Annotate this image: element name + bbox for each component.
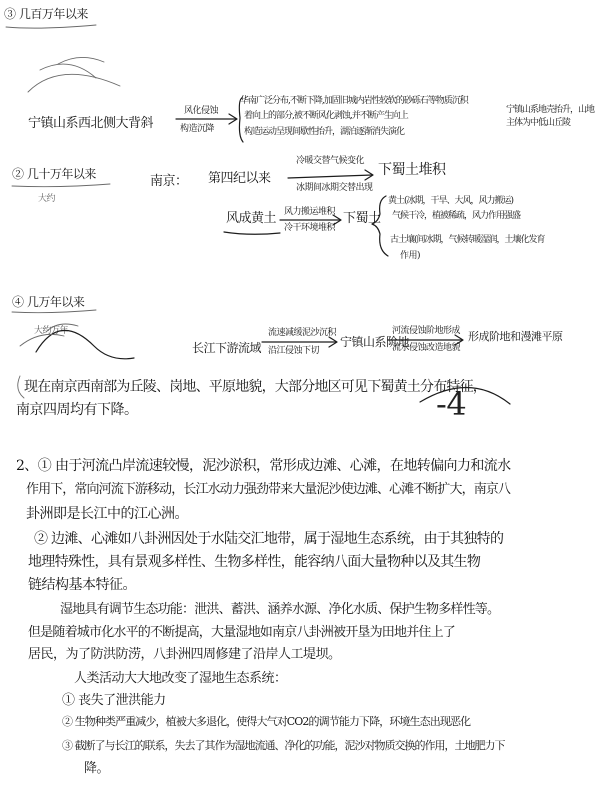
location-ningzhen-syncline: 宁镇山系西北侧大背斜 — [28, 116, 154, 131]
eolian-loess: 风成黄土 — [226, 211, 277, 226]
q2-b-line-1: ② 边滩、心滩如八卦洲因处于水陆交汇地带，属于湿地生态系统，由于其独特的 — [34, 531, 504, 547]
heading-2-underline — [12, 184, 110, 187]
scribble-note: 大约 — [38, 194, 56, 204]
wind-transport: 风力搬运堆积 — [284, 207, 336, 217]
brace-types — [372, 196, 388, 256]
heading-4-underline — [12, 310, 96, 313]
corner-note: 大约万年 — [34, 326, 69, 336]
period-quaternary: 第四纪以来 — [208, 171, 271, 186]
q2-e-line-3: ③ 截断了与长江的联系，失去了其作为湿地流通、净化的功能，泥沙对物质交换的作用，土地肥力下 — [62, 739, 505, 752]
q2-b-line-2: 地理特殊性，具有景观多样性、生物多样性，能容纳八面大量物种以及其生物 — [28, 554, 481, 570]
terrace-hills: 宁镇山系阶地 — [340, 335, 410, 349]
q2-e-line-4: 降。 — [84, 761, 110, 776]
q2-a-line-3: 卦洲即是长江中的江心洲。 — [26, 506, 188, 522]
cold-dry-deposit: 冷干环境堆积 — [284, 223, 336, 233]
summary-line-2: 南京四周均有下降。 — [16, 402, 138, 418]
result-side-note: 宁镇山系地壳抬升，山地主体为中低山丘陵 — [506, 105, 595, 128]
glacial-interglacial: 冰期间冰期交替出现 — [296, 183, 373, 193]
q2-e-line-2: ② 生物种类严重减少，植被大多退化，使得大气对CO2的调节能力下降，环境生态出现恶化 — [62, 715, 471, 728]
terrace-floodplain: 形成阶地和漫滩平原 — [468, 330, 563, 343]
heading-underline — [6, 25, 96, 28]
arrow-shaft-quaternary — [288, 175, 372, 178]
climate-alternation: 冷暖交替气候变化 — [296, 156, 365, 166]
terrace-formation: 河流侵蚀阶地形成 — [392, 326, 461, 336]
type-paleosol-1: 古土壤(间冰期，气候转暖湿润，土壤化发育 — [390, 235, 545, 245]
loess-underline — [224, 232, 280, 234]
score-sweep — [420, 387, 510, 404]
process-weathering: 风化侵蚀 — [184, 106, 219, 116]
sketch-curve-2 — [28, 74, 120, 92]
flow-slow-deposit: 流速减缓泥沙沉积 — [268, 328, 337, 338]
result-line-2: 着向上的部分,被不断风化剥蚀,并不断产生向上 — [244, 111, 408, 121]
q2-c-line-3: 居民，为了防洪防涝，八卦洲四周修建了沿岸人工堤坝。 — [28, 647, 341, 662]
q2-a-line-1: 2、① 由于河流凸岸流速较慢，泥沙淤积，常形成边滩、心滩，在地转偏向力和流水 — [16, 458, 511, 474]
xiashu-soil: 下蜀土 — [343, 211, 381, 226]
xiashu-loess-deposit: 下蜀土堆积 — [378, 162, 446, 178]
brace-sec1 — [239, 98, 243, 142]
q2-d-line-1: 人类活动大大地改变了湿地生态系统： — [74, 671, 287, 686]
summary-line-1: 现在南京西南部为丘陵、岗地、平原地貌，大部分地区可见下蜀黄土分布特征， — [24, 379, 486, 395]
q2-c-line-1: 湿地具有调节生态功能：泄洪、蓄洪、涵养水源、净化水质、保护生物多样性等。 — [60, 602, 500, 617]
flow-incision: 沿江侵蚀下切 — [268, 346, 320, 356]
erosion-reshaping: 流水侵蚀改造地貌 — [392, 343, 461, 353]
process-subsidence: 构造沉降 — [180, 124, 215, 134]
heading-hundred-thousand-years: ② 几十万年以来 — [12, 167, 96, 181]
score-mark: -4 — [436, 385, 467, 423]
result-line-3: 构造运动呈现间歇性抬升，湖泊逐渐消失演化 — [244, 127, 405, 137]
q2-a-line-2: 作用下，常向河流下游移动，长江水动力强劲带来大量泥沙使边滩、心滩不断扩大，南京八 — [26, 482, 511, 497]
q2-b-line-3: 链结构基本特征。 — [28, 577, 136, 593]
yangtze-lower-reaches: 长江下游流域 — [192, 341, 262, 355]
type-paleosol-2: 作用) — [400, 251, 421, 261]
type-loess-2: 气候干冷，植被稀疏，风力作用强盛 — [392, 211, 521, 221]
result-line-1: 华南广泛分布,不断下降,加固旧城内岩性较软的砂砾石等物质沉积 — [240, 96, 468, 106]
summary-loop — [18, 376, 24, 398]
heading-millions-years: ③ 几百万年以来 — [4, 7, 88, 21]
heading-ten-thousand-years: ④ 几万年以来 — [12, 295, 85, 309]
sketch-curve-3 — [58, 57, 104, 64]
q2-e-line-1: ① 丧失了泄洪能力 — [62, 693, 166, 708]
q2-c-line-2: 但是随着城市化水平的不断提高，大量湿地如南京八卦洲被开垦为田地并住上了 — [28, 625, 456, 640]
type-loess-1: 黄土(冰期，干旱、大风，风力搬运) — [388, 196, 514, 206]
place-nanjing: 南京： — [150, 174, 188, 189]
